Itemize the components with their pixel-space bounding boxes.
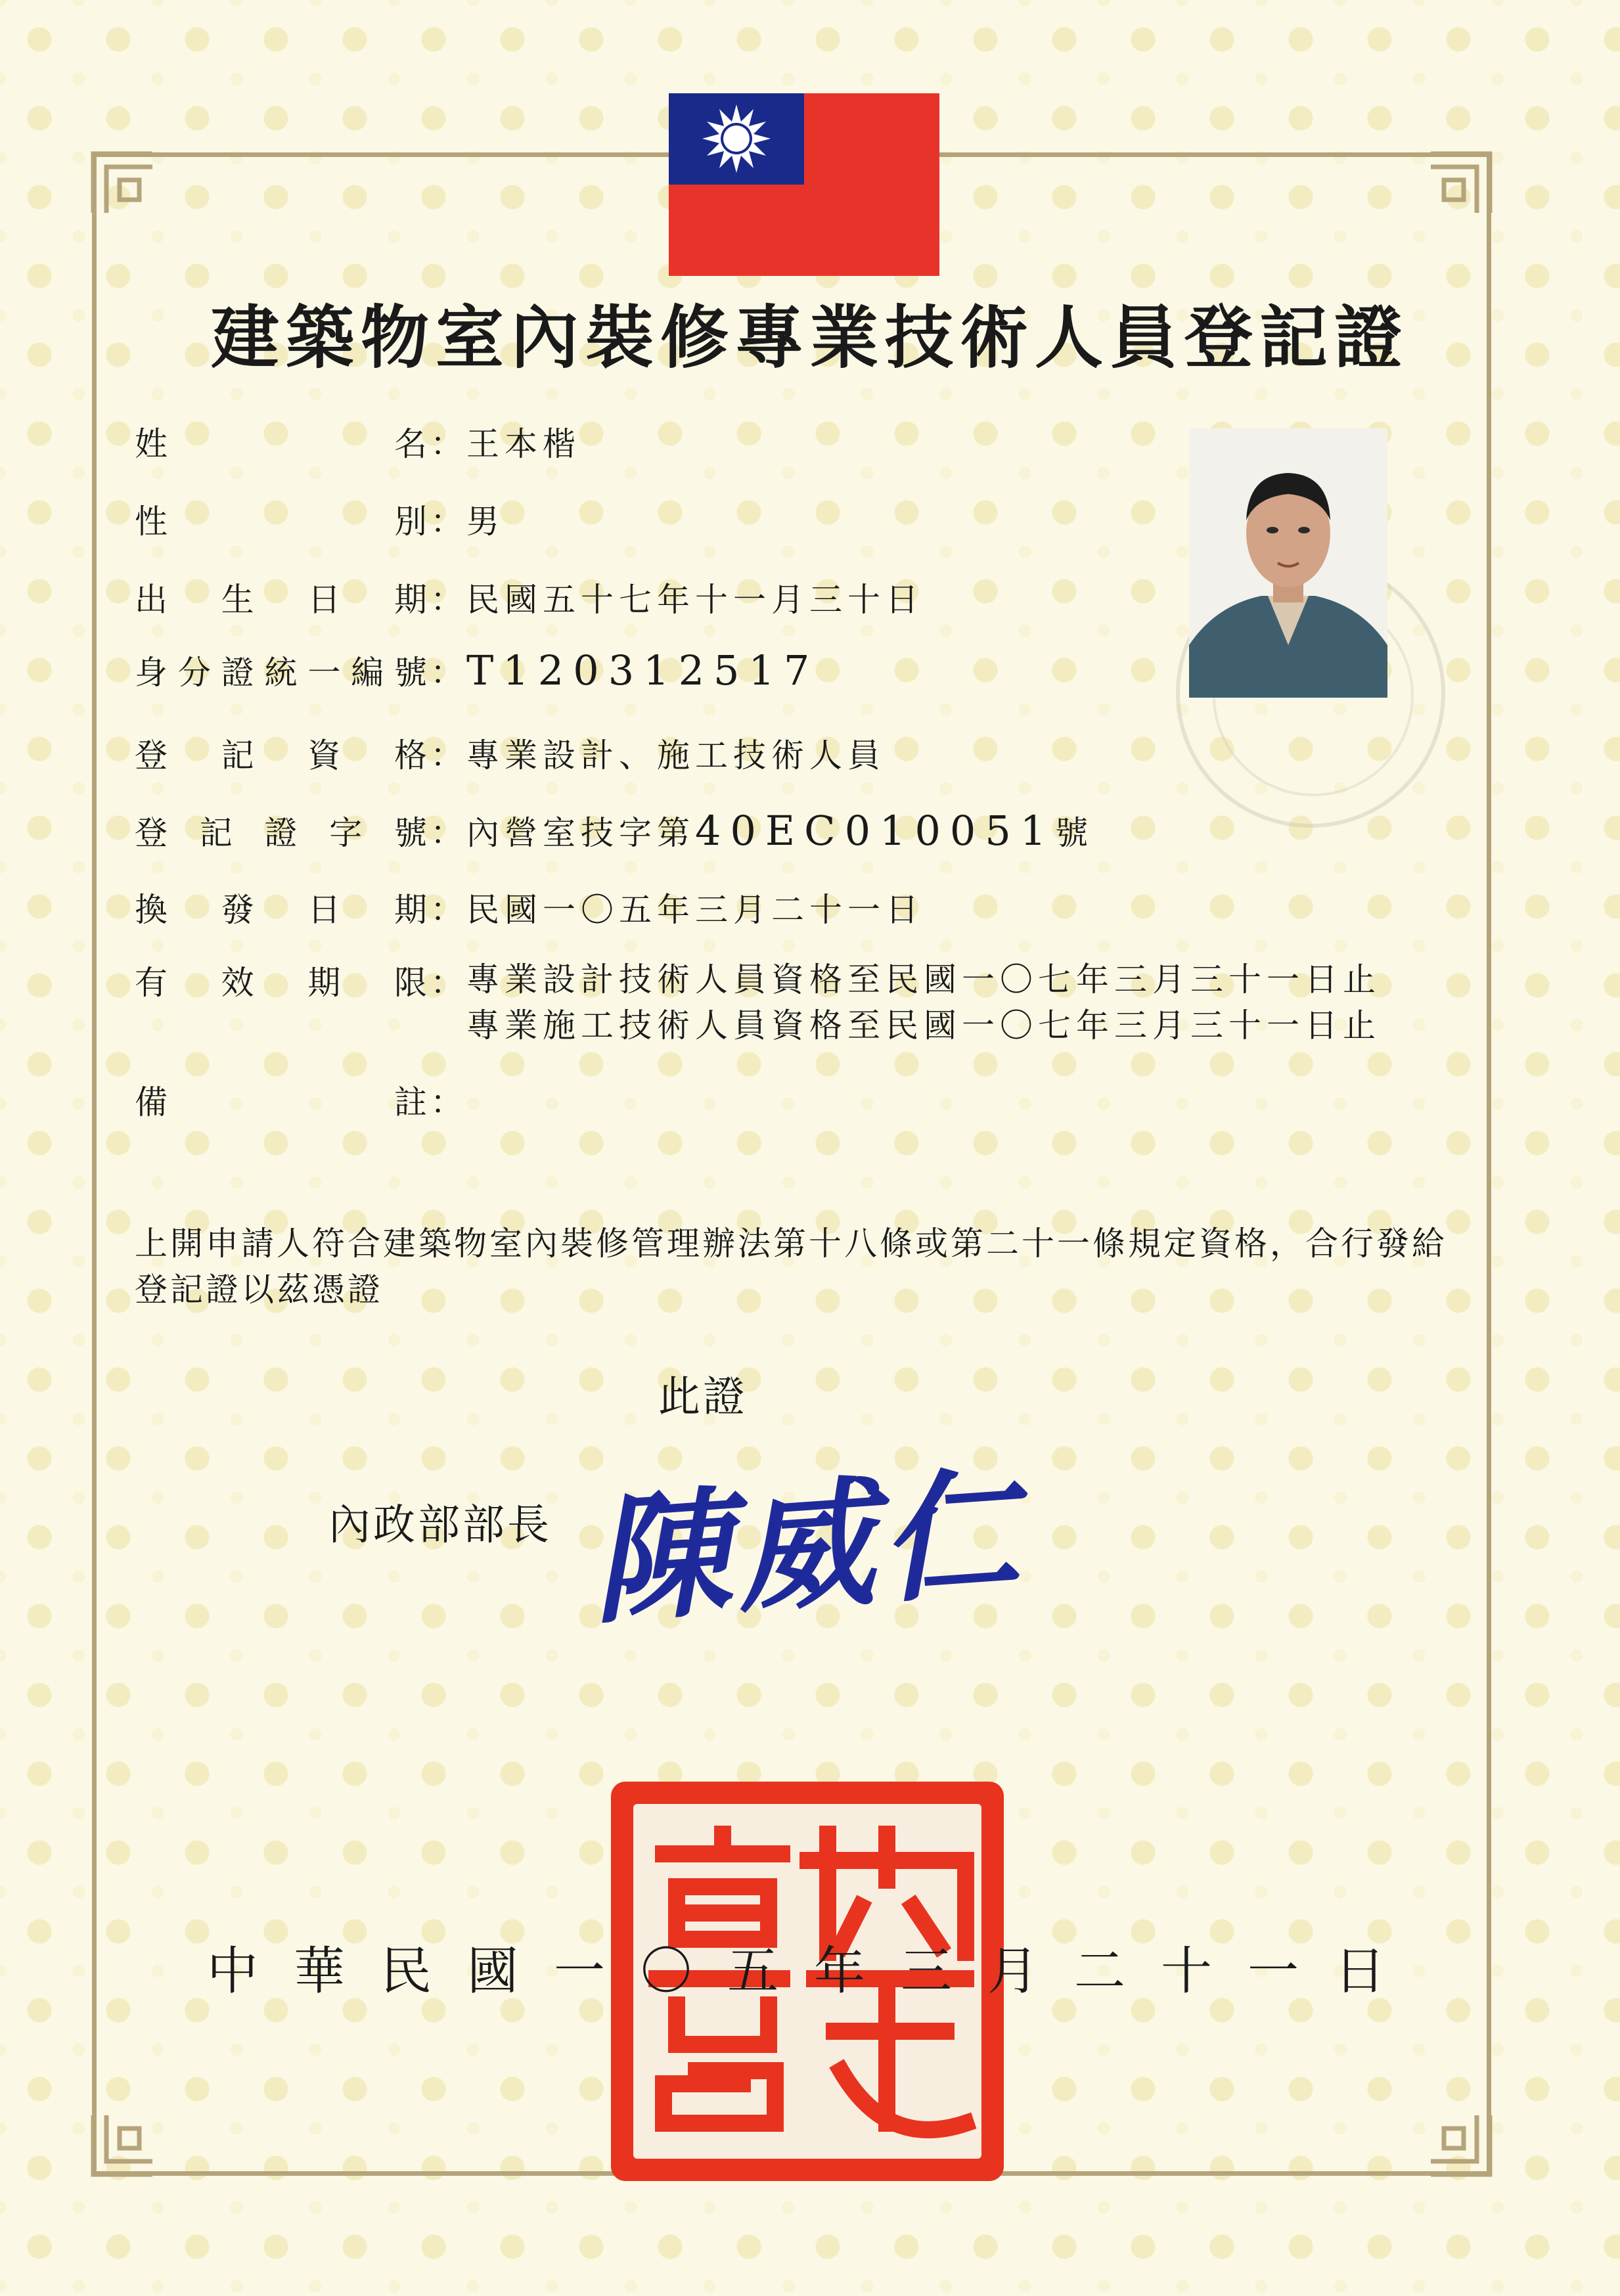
- field-label: 登記資格: [135, 736, 427, 775]
- field-colon: ：: [430, 891, 463, 929]
- minister-title: 內政部部長: [328, 1501, 552, 1550]
- field-birth: [135, 574, 1357, 621]
- validity-lines: [466, 957, 1381, 1048]
- certificate-title: 建築物室內裝修專業技術人員登記證: [210, 297, 1409, 378]
- field-label: 身分證統一編號: [135, 654, 427, 692]
- holder-birth-date: 民國五十七年十一月三十日: [466, 581, 924, 619]
- validity-construction: 專業施工技術人員資格至民國一〇七年三月三十一日止: [466, 1006, 1381, 1045]
- field-colon: ：: [430, 581, 463, 619]
- field-colon: ：: [430, 964, 463, 1002]
- field-id: [135, 646, 1357, 694]
- holder-qualification: 專業設計、施工技術人員: [466, 736, 886, 775]
- cert-number-suffix: 號: [1055, 814, 1089, 852]
- frame-corner-ornament-bottom-left: [87, 2109, 159, 2181]
- field-label: 換發日期: [135, 891, 427, 929]
- issue-date: 民國一〇五年三月二十一日: [466, 891, 924, 929]
- frame-corner-ornament-top-left: [87, 147, 159, 219]
- frame-corner-ornament-bottom-right: [1424, 2109, 1496, 2181]
- cert-number-prefix: 內營室技字第: [466, 814, 695, 852]
- field-label: 性別: [135, 503, 427, 541]
- field-validity: [135, 957, 1381, 1048]
- certification-statement: 上開申請人符合建築物室內裝修管理辦法第十八條或第二十一條規定資格，合行發給登記證以茲憑證: [135, 1225, 1447, 1309]
- field-colon: ：: [430, 654, 463, 692]
- field-name: [135, 418, 1357, 465]
- field-colon: ：: [430, 814, 463, 852]
- minister-signature: 陳威仁: [586, 1451, 1031, 1643]
- cert-number-code: 40EC010051: [695, 807, 1056, 855]
- field-cert-number: [135, 807, 1357, 855]
- field-remarks: [135, 1076, 1357, 1123]
- field-colon: ：: [430, 425, 463, 463]
- holder-id-number: T120312517: [466, 646, 819, 694]
- frame-corner-ornament-top-right: [1424, 147, 1496, 219]
- field-issue-date: [135, 884, 1357, 931]
- validity-design: 專業設計技術人員資格至民國一〇七年三月三十一日止: [466, 960, 1381, 999]
- holder-name: 王本楷: [466, 425, 581, 463]
- field-label: 姓名: [135, 425, 427, 463]
- field-colon: ：: [430, 736, 463, 775]
- field-label: 有效期限: [135, 964, 427, 1002]
- field-colon: ：: [430, 503, 463, 541]
- field-gender: [135, 495, 1357, 543]
- field-label: 登記證字號: [135, 814, 427, 852]
- field-label: 備註: [135, 1083, 427, 1121]
- field-qualification: [135, 729, 1357, 777]
- field-label: 出生日期: [135, 581, 427, 619]
- field-colon: ：: [430, 1083, 463, 1121]
- roc-flag-icon: [669, 93, 939, 276]
- holder-gender: 男: [466, 503, 499, 541]
- issue-date-footer: 中華民國一〇五年三月二十一日: [207, 1942, 1422, 2001]
- certify-text: 此證: [658, 1373, 748, 1422]
